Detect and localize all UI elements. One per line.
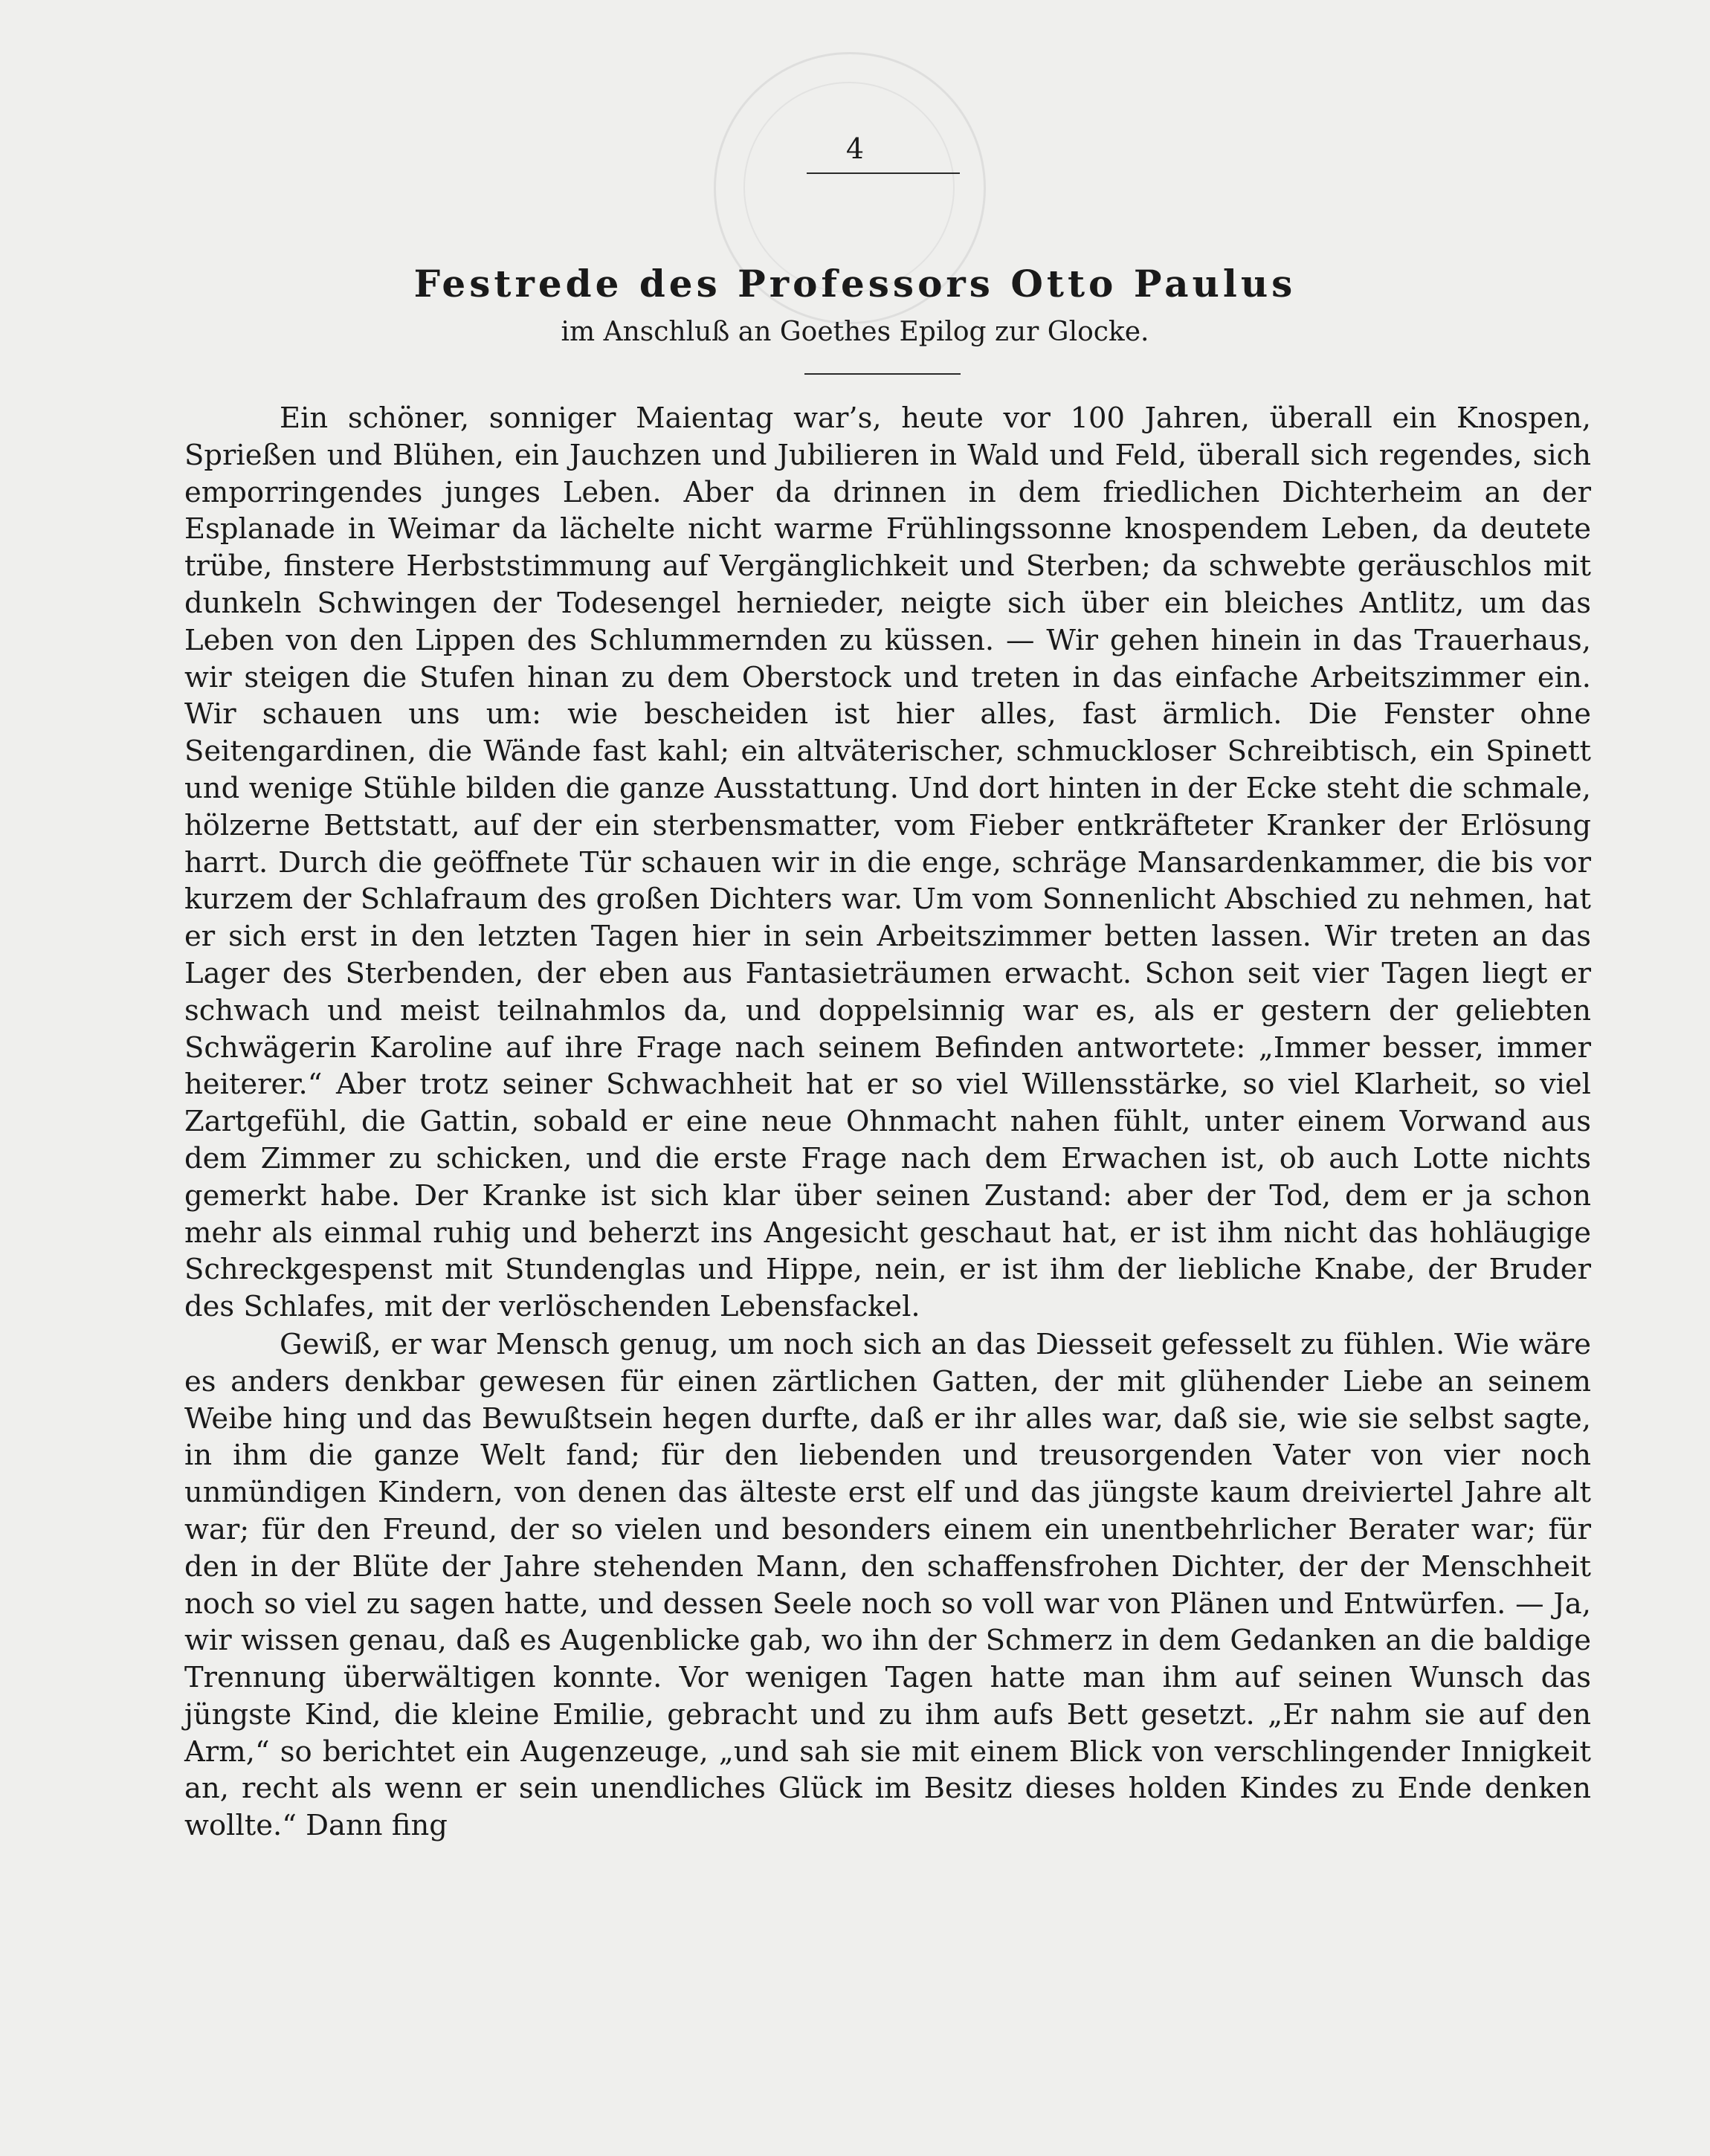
- body-text: [184, 400, 1591, 1844]
- paragraph: Ein schöner, sonniger Maientag war’s, heute vor 100 Jahren, überall ein Knospen, Sprießen und Blühen, ein Jauchzen und Jubilieren in Wald und Feld, überall sich regendes, sich emporringendes junges Leben. Aber da drinnen in dem friedlichen Dichterheim an der Esplanade in Weimar da lächelte nicht warme Frühlingssonne knospendem Leben, da deutete trübe, finstere Herbststimmung auf Vergänglichkeit und Sterben; da schwebte geräuschlos mit dunkeln Schwingen der Todesengel hernieder, neigte sich über ein bleiches Antlitz, um das Leben von den Lippen des Schlummernden zu küssen. — Wir gehen hinein in das Trauerhaus, wir steigen die Stufen hinan zu dem Oberstock und treten in das einfache Arbeitszimmer ein. Wir schauen uns um: wie bescheiden ist hier alles, fast ärmlich. Die Fenster ohne Seitengardinen, die Wände fast kahl; ein altväterischer, schmuckloser Schreibtisch, ein Spinett und wenige Stühle bilden die ganze Ausstattung. Und dort hinten in der Ecke steht die schmale, hölzerne Bettstatt, auf der ein sterbensmatter, vom Fieber entkräfteter Kranker der Erlösung harrt. Durch die geöffnete Tür schauen wir in die enge, schräge Mansardenkammer, die bis vor kurzem der Schlafraum des großen Dichters war. Um vom Sonnenlicht Abschied zu nehmen, hat er sich erst in den letzten Tagen hier in sein Arbeitszimmer betten lassen. Wir treten an das Lager des Sterbenden, der eben aus Fantasieträumen erwacht. Schon seit vier Tagen liegt er schwach und meist teilnahmlos da, und doppelsinnig war es, als er gestern der geliebten Schwägerin Karoline auf ihre Frage nach seinem Befinden antwortete: „Immer besser, immer heiterer.“ Aber trotz seiner Schwachheit hat er so viel Willensstärke, so viel Klarheit, so viel Zartgefühl, die Gattin, sobald er eine neue Ohnmacht nahen fühlt, unter einem Vorwand aus dem Zimmer zu schicken, und die erste Frage nach dem Erwachen ist, ob auch Lotte nichts gemerkt habe. Der Kranke ist sich klar über seinen Zustand: aber der Tod, dem er ja schon mehr als einmal ruhig und beherzt ins Angesicht geschaut hat, er ist ihm nicht das hohläugige Schreckgespenst mit Stundenglas und Hippe, nein, er ist ihm der liebliche Knabe, der Bruder des Schlafes, mit der verlöschenden Lebensfackel.: [184, 401, 1591, 1324]
- page-title: Festrede des Professors Otto Paulus: [413, 262, 1297, 306]
- paragraph: Gewiß, er war Mensch genug, um noch sich an das Diesseit gefesselt zu fühlen. Wie wäre es anders denkbar gewesen für einen zärtlichen Gatten, der mit glühender Liebe an seinem Weibe hing und das Bewußtsein hegen durfte, daß er ihr alles war, daß sie, wie sie selbst sagte, in ihm die ganze Welt fand; für den liebenden und treusorgenden Vater von vier noch unmündigen Kindern, von denen das älteste erst elf und das jüngste kaum dreiviertel Jahre alt war; für den Freund, der so vielen und besonders einem ein unentbehrlicher Berater war; für den in der Blüte der Jahre stehenden Mann, den schaffensfrohen Dichter, der der Menschheit noch so viel zu sagen hatte, und dessen Seele noch so voll war von Plänen und Entwürfen. — Ja, wir wissen genau, daß es Augenblicke gab, wo ihn der Schmerz in dem Gedanken an die baldige Trennung überwältigen konnte. Vor wenigen Tagen hatte man ihm auf seinen Wunsch das jüngste Kind, die kleine Emilie, gebracht und zu ihm aufs Bett gesetzt. „Er nahm sie auf den Arm,“ so berichtet ein Augenzeuge, „und sah sie mit einem Blick von verschlingender Innigkeit an, recht als wenn er sein unendliches Glück im Besitz dieses holden Kindes zu Ende denken wollte.“ Dann fing: [184, 1327, 1591, 1843]
- header-rule: [807, 172, 960, 174]
- page-subtitle: im Anschluß an Goethes Epilog zur Glocke.: [561, 317, 1149, 347]
- page-number: 4: [845, 132, 865, 165]
- title-divider: [804, 373, 961, 375]
